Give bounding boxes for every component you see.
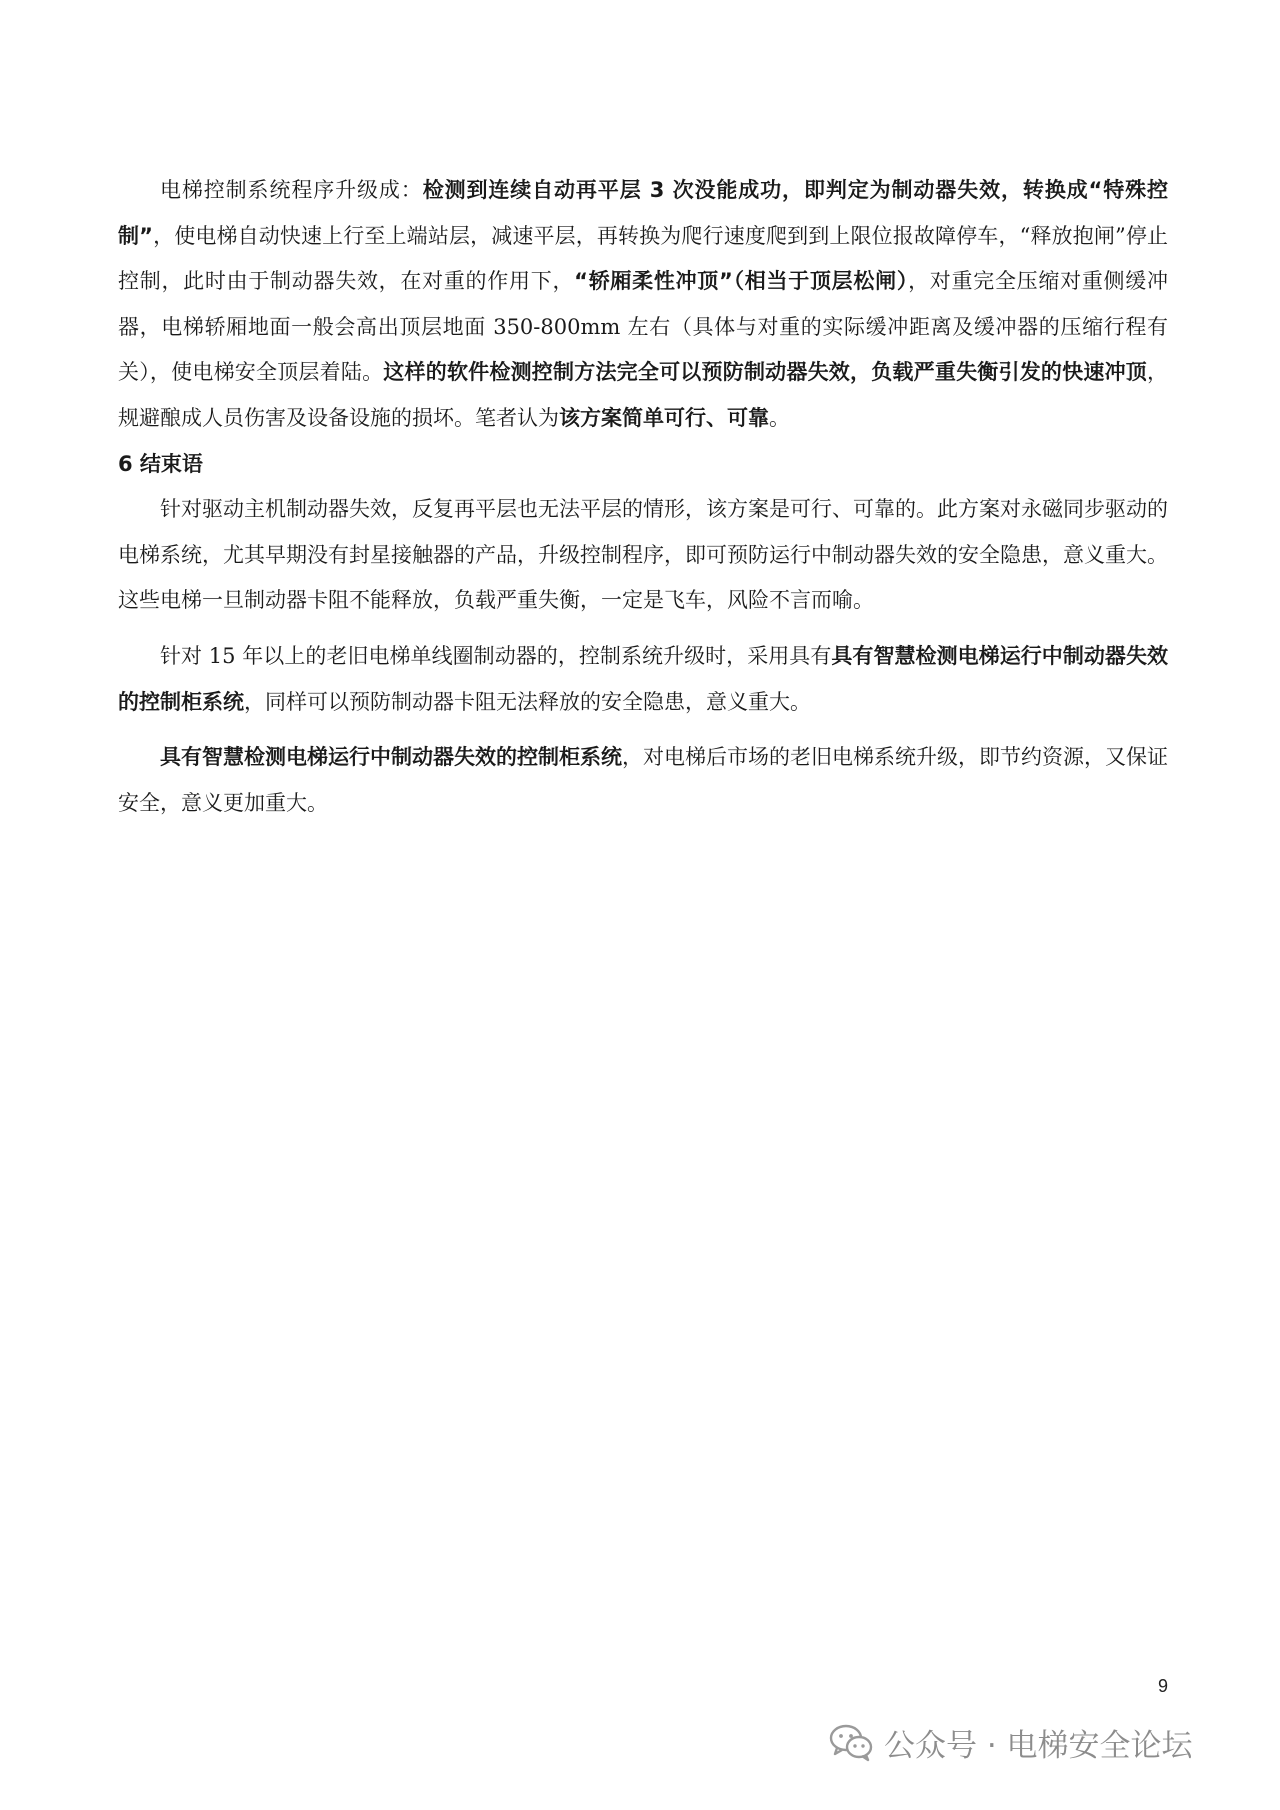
text-segment: ，对重完全压缩对重侧缓冲器，电梯轿厢地面一般会高出顶层地面 350-800mm 左右（具体与对重的实际缓冲距离及缓冲器的压缩行程有关），使电梯安全顶层着陆。 xyxy=(118,269,1169,385)
paragraph-upgrade-method xyxy=(118,168,1168,442)
paragraph-conclusion-3 xyxy=(118,735,1168,826)
wechat-icon xyxy=(828,1722,874,1762)
text-segment: ，对电梯后市场的老旧电梯系统升级，即节约资源，又保证安全，意义更加重大。 xyxy=(118,745,1168,815)
bold-segment: 具有智慧检测电梯运行中制动器失效的控制柜系统 xyxy=(160,745,622,770)
text-segment: 。 xyxy=(769,405,790,430)
bold-segment: 该方案简单可行、可靠 xyxy=(559,405,769,430)
bold-segment: 检测到连续自动再平层 3 次没能成功，即判定为制动器失效，转换成“特殊控制” xyxy=(118,178,1168,248)
section-heading: 6 结束语 xyxy=(118,451,203,476)
paragraph-conclusion-1: 针对驱动主机制动器失效，反复再平层也无法平层的情形，该方案是可行、可靠的。此方案对永磁同步驱动的电梯系统，尤其早期没有封星接触器的产品，升级控制程序，即可预防运行中制动器失效的安全隐患，意义重大。这些电梯一旦制动器卡阻不能释放，负载严重失衡，一定是飞车，风险不言而喻。 xyxy=(118,497,1168,613)
text-segment: 电梯控制系统程序升级成： xyxy=(160,178,423,202)
document-body xyxy=(118,168,1168,826)
text-segment: ，使电梯自动快速上行至上端站层，减速平层，再转换为爬行速度爬到到上限位报故障停车，“释放抱闸”停止控制，此时由于制动器失效，在对重的作用下， xyxy=(118,223,1168,294)
text-segment: ，规避酿成人员伤害及设备设施的损坏。笔者认为 xyxy=(118,360,1169,430)
text-segment: 针对 15 年以上的老旧电梯单线圈制动器的，控制系统升级时，采用具有 xyxy=(160,643,832,668)
bold-segment: 这样的软件检测控制方法完全可以预防制动器失效，负载严重失衡引发的快速冲顶 xyxy=(383,360,1148,385)
watermark xyxy=(828,1722,1258,1762)
bold-segment: “轿厢柔性冲顶”（相当于顶层松闸） xyxy=(574,269,909,294)
page-number: 9 xyxy=(1158,1676,1169,1696)
text-segment: ，同样可以预防制动器卡阻无法释放的安全隐患，意义重大。 xyxy=(244,689,811,714)
watermark-text: 公众号 · 电梯安全论坛 xyxy=(884,1727,1193,1764)
bold-segment: 具有智慧检测电梯运行中制动器失效的控制柜系统 xyxy=(118,643,1169,714)
paragraph-conclusion-2 xyxy=(118,634,1168,725)
